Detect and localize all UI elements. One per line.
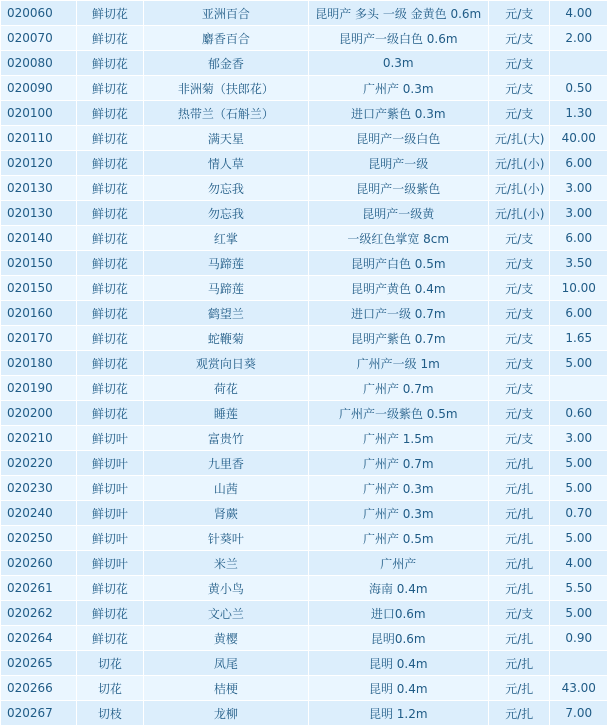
item-unit: 元/扎(大) — [488, 126, 550, 151]
item-category: 切枝 — [76, 701, 144, 726]
table-row — [1, 151, 608, 176]
item-unit: 元/支 — [488, 276, 550, 301]
item-category: 鲜切叶 — [76, 476, 144, 501]
item-name: 九里香 — [144, 451, 308, 476]
table-row — [1, 326, 608, 351]
table-row — [1, 301, 608, 326]
item-price: 43.00 — [550, 676, 608, 701]
item-name: 亚洲百合 — [144, 1, 308, 26]
item-unit: 元/支 — [488, 301, 550, 326]
item-price: 4.00 — [550, 1, 608, 26]
item-spec: 广州产 0.3m — [308, 476, 488, 501]
item-unit: 元/扎(小) — [488, 151, 550, 176]
table-row — [1, 126, 608, 151]
item-name: 山茜 — [144, 476, 308, 501]
table-row — [1, 201, 608, 226]
item-price: 6.00 — [550, 226, 608, 251]
item-spec: 广州产 — [308, 551, 488, 576]
item-spec: 广州产 0.7m — [308, 451, 488, 476]
table-row — [1, 576, 608, 601]
item-spec: 昆明产一级紫色 — [308, 176, 488, 201]
item-price: 5.50 — [550, 576, 608, 601]
item-price — [550, 376, 608, 401]
item-category: 鲜切花 — [76, 351, 144, 376]
table-row — [1, 1, 608, 26]
table-row — [1, 676, 608, 701]
item-unit: 元/扎 — [488, 701, 550, 726]
item-spec: 海南 0.4m — [308, 576, 488, 601]
table-row — [1, 251, 608, 276]
table-row — [1, 701, 608, 726]
item-spec: 昆明 1.2m — [308, 701, 488, 726]
item-price: 1.30 — [550, 101, 608, 126]
item-name: 富贵竹 — [144, 426, 308, 451]
item-category: 鲜切花 — [76, 1, 144, 26]
item-code: 020230 — [1, 476, 77, 501]
item-unit: 元/支 — [488, 251, 550, 276]
item-unit: 元/扎 — [488, 526, 550, 551]
item-spec: 昆明产 多头 一级 金黄色 0.6m — [308, 1, 488, 26]
item-category: 切花 — [76, 651, 144, 676]
item-price: 0.90 — [550, 626, 608, 651]
item-name: 勿忘我 — [144, 201, 308, 226]
item-price: 40.00 — [550, 126, 608, 151]
item-name: 针葵叶 — [144, 526, 308, 551]
item-spec: 广州产 1.5m — [308, 426, 488, 451]
item-name: 马蹄莲 — [144, 251, 308, 276]
item-name: 红掌 — [144, 226, 308, 251]
item-code: 020220 — [1, 451, 77, 476]
item-category: 鲜切花 — [76, 601, 144, 626]
item-code: 020210 — [1, 426, 77, 451]
item-unit: 元/扎 — [488, 626, 550, 651]
item-spec: 0.3m — [308, 51, 488, 76]
item-unit: 元/扎 — [488, 651, 550, 676]
item-unit: 元/扎(小) — [488, 201, 550, 226]
item-code: 020200 — [1, 401, 77, 426]
item-spec: 昆明产黄色 0.4m — [308, 276, 488, 301]
item-category: 鲜切花 — [76, 126, 144, 151]
item-code: 020267 — [1, 701, 77, 726]
table-row — [1, 451, 608, 476]
item-code: 020070 — [1, 26, 77, 51]
item-price: 4.00 — [550, 551, 608, 576]
table-row — [1, 501, 608, 526]
item-name: 鹤望兰 — [144, 301, 308, 326]
item-category: 鲜切花 — [76, 151, 144, 176]
item-name: 凤尾 — [144, 651, 308, 676]
item-price — [550, 651, 608, 676]
item-unit: 元/支 — [488, 326, 550, 351]
item-price: 5.00 — [550, 476, 608, 501]
item-unit: 元/扎 — [488, 676, 550, 701]
item-spec: 进口0.6m — [308, 601, 488, 626]
item-unit: 元/扎 — [488, 501, 550, 526]
item-code: 020090 — [1, 76, 77, 101]
table-row — [1, 351, 608, 376]
item-category: 鲜切花 — [76, 401, 144, 426]
item-price: 5.00 — [550, 601, 608, 626]
item-unit: 元/扎(小) — [488, 176, 550, 201]
item-spec: 昆明产一级白色 — [308, 126, 488, 151]
item-spec: 昆明产白色 0.5m — [308, 251, 488, 276]
item-category: 鲜切花 — [76, 226, 144, 251]
item-code: 020250 — [1, 526, 77, 551]
item-category: 鲜切花 — [76, 201, 144, 226]
item-category: 鲜切叶 — [76, 551, 144, 576]
item-spec: 昆明产一级黄 — [308, 201, 488, 226]
item-price: 7.00 — [550, 701, 608, 726]
item-code: 020080 — [1, 51, 77, 76]
item-spec: 昆明产紫色 0.7m — [308, 326, 488, 351]
item-category: 鲜切花 — [76, 76, 144, 101]
item-category: 鲜切花 — [76, 26, 144, 51]
item-price: 3.00 — [550, 201, 608, 226]
item-category: 鲜切叶 — [76, 526, 144, 551]
table-row — [1, 401, 608, 426]
table-row — [1, 226, 608, 251]
item-name: 睡莲 — [144, 401, 308, 426]
item-price: 3.00 — [550, 426, 608, 451]
item-category: 鲜切叶 — [76, 426, 144, 451]
item-spec: 广州产 0.5m — [308, 526, 488, 551]
item-category: 鲜切花 — [76, 51, 144, 76]
table-row — [1, 376, 608, 401]
table-row — [1, 51, 608, 76]
table-row — [1, 101, 608, 126]
item-code: 020150 — [1, 251, 77, 276]
item-code: 020130 — [1, 176, 77, 201]
item-price: 3.50 — [550, 251, 608, 276]
item-spec: 广州产 0.7m — [308, 376, 488, 401]
item-unit: 元/支 — [488, 426, 550, 451]
item-code: 020260 — [1, 551, 77, 576]
item-name: 文心兰 — [144, 601, 308, 626]
item-code: 020170 — [1, 326, 77, 351]
item-code: 020100 — [1, 101, 77, 126]
item-category: 鲜切叶 — [76, 451, 144, 476]
table-row — [1, 476, 608, 501]
item-name: 观赏向日葵 — [144, 351, 308, 376]
item-name: 热带兰（石斛兰） — [144, 101, 308, 126]
item-category: 鲜切叶 — [76, 501, 144, 526]
item-name: 郁金香 — [144, 51, 308, 76]
item-code: 020261 — [1, 576, 77, 601]
item-price: 5.00 — [550, 351, 608, 376]
table-row — [1, 601, 608, 626]
item-unit: 元/支 — [488, 226, 550, 251]
item-name: 荷花 — [144, 376, 308, 401]
item-unit: 元/支 — [488, 376, 550, 401]
item-code: 020262 — [1, 601, 77, 626]
item-code: 020160 — [1, 301, 77, 326]
item-price: 5.00 — [550, 451, 608, 476]
item-unit: 元/支 — [488, 26, 550, 51]
item-name: 非洲菊（扶郎花） — [144, 76, 308, 101]
item-name: 肾蕨 — [144, 501, 308, 526]
item-category: 鲜切花 — [76, 251, 144, 276]
table-row — [1, 76, 608, 101]
item-category: 鲜切花 — [76, 326, 144, 351]
item-spec: 进口产一级 0.7m — [308, 301, 488, 326]
item-category: 切花 — [76, 676, 144, 701]
item-code: 020130 — [1, 201, 77, 226]
item-name: 情人草 — [144, 151, 308, 176]
table-row — [1, 526, 608, 551]
item-unit: 元/支 — [488, 76, 550, 101]
item-code: 020150 — [1, 276, 77, 301]
item-code: 020265 — [1, 651, 77, 676]
item-name: 龙柳 — [144, 701, 308, 726]
item-name: 麝香百合 — [144, 26, 308, 51]
item-code: 020120 — [1, 151, 77, 176]
item-unit: 元/支 — [488, 601, 550, 626]
item-spec: 昆明产一级 — [308, 151, 488, 176]
item-price: 5.00 — [550, 526, 608, 551]
item-category: 鲜切花 — [76, 576, 144, 601]
item-code: 020240 — [1, 501, 77, 526]
item-code: 020266 — [1, 676, 77, 701]
item-spec: 昆明0.6m — [308, 626, 488, 651]
price-table-body — [1, 1, 608, 726]
item-price: 0.50 — [550, 76, 608, 101]
item-name: 黄小鸟 — [144, 576, 308, 601]
item-category: 鲜切花 — [76, 101, 144, 126]
table-row — [1, 551, 608, 576]
item-name: 满天星 — [144, 126, 308, 151]
item-unit: 元/扎 — [488, 551, 550, 576]
item-unit: 元/支 — [488, 51, 550, 76]
item-unit: 元/扎 — [488, 476, 550, 501]
item-price: 6.00 — [550, 151, 608, 176]
item-name: 米兰 — [144, 551, 308, 576]
table-row — [1, 26, 608, 51]
item-price: 0.70 — [550, 501, 608, 526]
item-unit: 元/支 — [488, 101, 550, 126]
item-code: 020190 — [1, 376, 77, 401]
item-category: 鲜切花 — [76, 376, 144, 401]
item-spec: 广州产一级 1m — [308, 351, 488, 376]
table-row — [1, 626, 608, 651]
item-spec: 广州产 0.3m — [308, 501, 488, 526]
item-price: 6.00 — [550, 301, 608, 326]
item-price: 3.00 — [550, 176, 608, 201]
item-spec: 昆明 0.4m — [308, 676, 488, 701]
item-spec: 进口产紫色 0.3m — [308, 101, 488, 126]
item-unit: 元/支 — [488, 351, 550, 376]
item-spec: 广州产一级紫色 0.5m — [308, 401, 488, 426]
item-spec: 昆明 0.4m — [308, 651, 488, 676]
item-name: 马蹄莲 — [144, 276, 308, 301]
item-name: 桔梗 — [144, 676, 308, 701]
item-name: 勿忘我 — [144, 176, 308, 201]
item-category: 鲜切花 — [76, 176, 144, 201]
item-code: 020060 — [1, 1, 77, 26]
item-unit: 元/支 — [488, 1, 550, 26]
item-price — [550, 51, 608, 76]
item-spec: 广州产 0.3m — [308, 76, 488, 101]
table-row — [1, 426, 608, 451]
table-row — [1, 651, 608, 676]
item-price: 0.60 — [550, 401, 608, 426]
item-price: 1.65 — [550, 326, 608, 351]
item-name: 黄樱 — [144, 626, 308, 651]
item-spec: 一级红色掌宽 8cm — [308, 226, 488, 251]
item-unit: 元/支 — [488, 401, 550, 426]
item-category: 鲜切花 — [76, 276, 144, 301]
item-spec: 昆明产一级白色 0.6m — [308, 26, 488, 51]
table-row — [1, 176, 608, 201]
item-category: 鲜切花 — [76, 301, 144, 326]
item-unit: 元/扎 — [488, 576, 550, 601]
item-price: 2.00 — [550, 26, 608, 51]
item-code: 020180 — [1, 351, 77, 376]
item-code: 020264 — [1, 626, 77, 651]
item-unit: 元/扎 — [488, 451, 550, 476]
item-name: 蛇鞭菊 — [144, 326, 308, 351]
table-row — [1, 276, 608, 301]
item-price: 10.00 — [550, 276, 608, 301]
item-category: 鲜切花 — [76, 626, 144, 651]
item-code: 020110 — [1, 126, 77, 151]
item-code: 020140 — [1, 226, 77, 251]
